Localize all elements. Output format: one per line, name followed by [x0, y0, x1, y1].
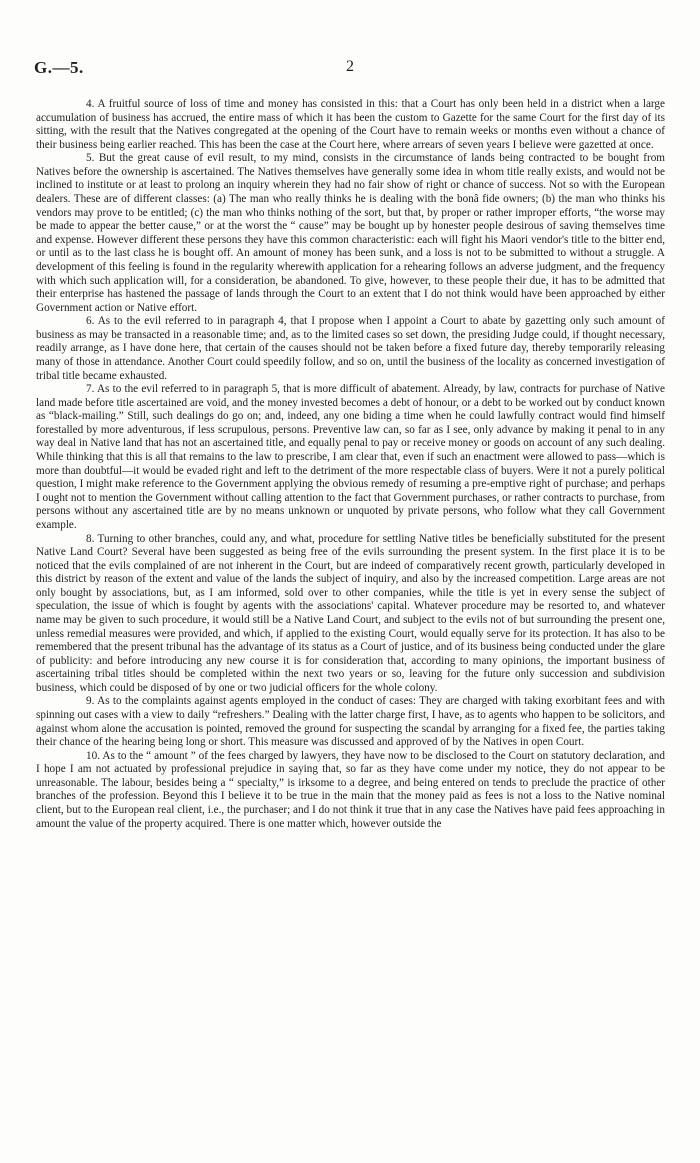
paper-reference: G.—5.	[34, 58, 84, 77]
page-number: 2	[346, 58, 354, 75]
paragraph-4: 4. A fruitful source of loss of time and money has consisted in this: that a Court has only been held in a district when a large accumulation of business has accrued, the entire mass of which it has been the custom to Gazette for the same Court for the first day of its sitting, with the result that the Natives congregated at the opening of the Court have to remain weeks or months even without a chance of their business being earlier reached. This has been the case at the Court here, where arrears of seven years I believe were gazetted at once.	[36, 98, 665, 151]
paragraph-6: 6. As to the evil referred to in paragraph 4, that I propose when I appoint a Court to abate by gazetting only such amount of business as may be transacted in a reasonable time; and, as to the limited cases so set down, the presiding Judge could, if thought necessary, readily arrange, as I have done here, that certain of the causes should not be taken before a fixed future day, thereby temporarily releasing many of those in attendance. Another Court could speedily follow, and so on, until the business of the locality as concerned investigation of tribal title became exhausted.	[36, 315, 665, 382]
paragraph-8: 8. Turning to other branches, could any, and what, procedure for settling Native titles be beneficially substituted for the present Native Land Court? Several have been suggested as being free of the evils surrounding the present system. In the first place it is to be noticed that the evils complained of are not inherent in the Court, but are indeed of comparatively recent growth, particularly developed in this district by reason of the extent and value of the lands the subject of inquiry, and also by the increased competition. Large areas are not only bought by associations, but, as I am informed, sold over to other companies, while the title is yet in every sense the subject of speculation, the issue of which is fought by agents with the associations' capital. Whatever procedure may be resorted to, and whatever name may be given to such procedure, it would still be a Native Land Court, and subject to the evils not of but surrounding the present one, unless remedial measures were provided, and which, if applied to the existing Court, would equally serve for its protection. It has also to be remembered that the present tribunal has the advantage of its status as a Court of justice, and of its business being conducted under the glare of publicity: and before introducing any new course it is for consideration that, according to many opinions, the important business of ascertaining tribal titles should be completed within the next two years or so, leaving for the future only succession and subdivision business, which could be disposed of by one or two judicial officers for the whole colony.	[36, 532, 665, 694]
paragraph-10: 10. As to the “ amount ” of the fees charged by lawyers, they have now to be disclosed to the Court on statutory declaration, and I hope I am not actuated by professional prejudice in saying that, so far as they have come under my notice, they do not appear to be unreasonable. The labour, besides being a “ specialty,” is irksome to a degree, and being entered on tends to preclude the practice of other branches of the profession. Beyond this I believe it to be true in the main that the money paid as fees is not a loss to the Native nominal client, but to the European real client, i.e., the purchaser; and I do not think it true that in any case the Natives have paid fees approaching in amount the value of the property acquired. There is one matter which, however outside the	[36, 749, 665, 830]
paragraph-5: 5. But the great cause of evil result, to my mind, consists in the circumstance of lands being contracted to be bought from Natives before the ownership is ascertained. The Natives themselves have generally some idea in whom title really exists, and would not be inclined to institute or at least to prolong an inquiry wherein they had no fair show of right or chance of success. Not so with the European dealers. These are of different classes: (a) The man who really thinks he is dealing with the bonâ fide owners; (b) the man who thinks his vendors may prove to be entitled; (c) the man who thinks nothing of the sort, but that, by proper or rather improper efforts, “the worse may be made to appear the better cause,” or at the worst the “ cause” may be bought up by honester people desirous of saving themselves time and expense. However different these persons they have this common characteristic: each will fight his Maori vendor's title to the bitter end, or until as to the last class he is bought off. An amount of money has been sunk, and a loss is not to be submitted to without a struggle. A development of this feeling is found in the regularity wherewith application for a rehearing follows an adverse judgment, and the frequency with which such application will, for a consideration, be abandoned. To give, however, to these people their due, it has to be admitted that their enterprise has hastened the passage of lands through the Court to an extent that I do not think would have been approached by either Government action or Native effort.	[36, 152, 665, 314]
document-body	[36, 98, 665, 831]
paragraph-9: 9. As to the complaints against agents employed in the conduct of cases: They are charged with taking exorbitant fees and with spinning out cases with a view to daily “refreshers.” Dealing with the latter charge first, I have, as to agents who happen to be solicitors, and against whom alone the accusation is pointed, removed the ground for suspecting the scandal by arranging for a fixed fee, the parties taking their chance of the hearing being long or short. This measure was discussed and approved of by the Natives in open Court.	[36, 695, 665, 749]
page-header	[34, 58, 666, 80]
paragraph-7: 7. As to the evil referred to in paragraph 5, that is more difficult of abatement. Already, by law, contracts for purchase of Native land made before title ascertained are void, and the money invested becomes a debt of honour, or a debt to be worked out by conduct known as “black-mailing.” Still, such dealings do go on; and, indeed, any one biding a time when he could lawfully contract would find himself forestalled by more adventurous, if less scrupulous, persons. Preventive law can, so far as I see, only advance by making it penal to in any way deal in Native land that has not an ascertained title, and equally penal to pay or receive money or goods on account of any such dealing. While thinking that this is all that remains to the law to prescribe, I am clear that, even if such an enactment were allowed to pass—which is more than doubtful—it would be evaded right and left to the detriment of the more respectable class of buyers. Were it not a purely political question, I might make reference to the Government applying the obvious remedy of resuming a pre-emptive right of purchase; and perhaps I ought not to mention the Government without calling attention to the fact that Government purchases, or rather contracts to purchase, from persons without any ascertained title are by no means unknown or unquoted by private persons, who follow what they call Government example.	[36, 383, 665, 531]
